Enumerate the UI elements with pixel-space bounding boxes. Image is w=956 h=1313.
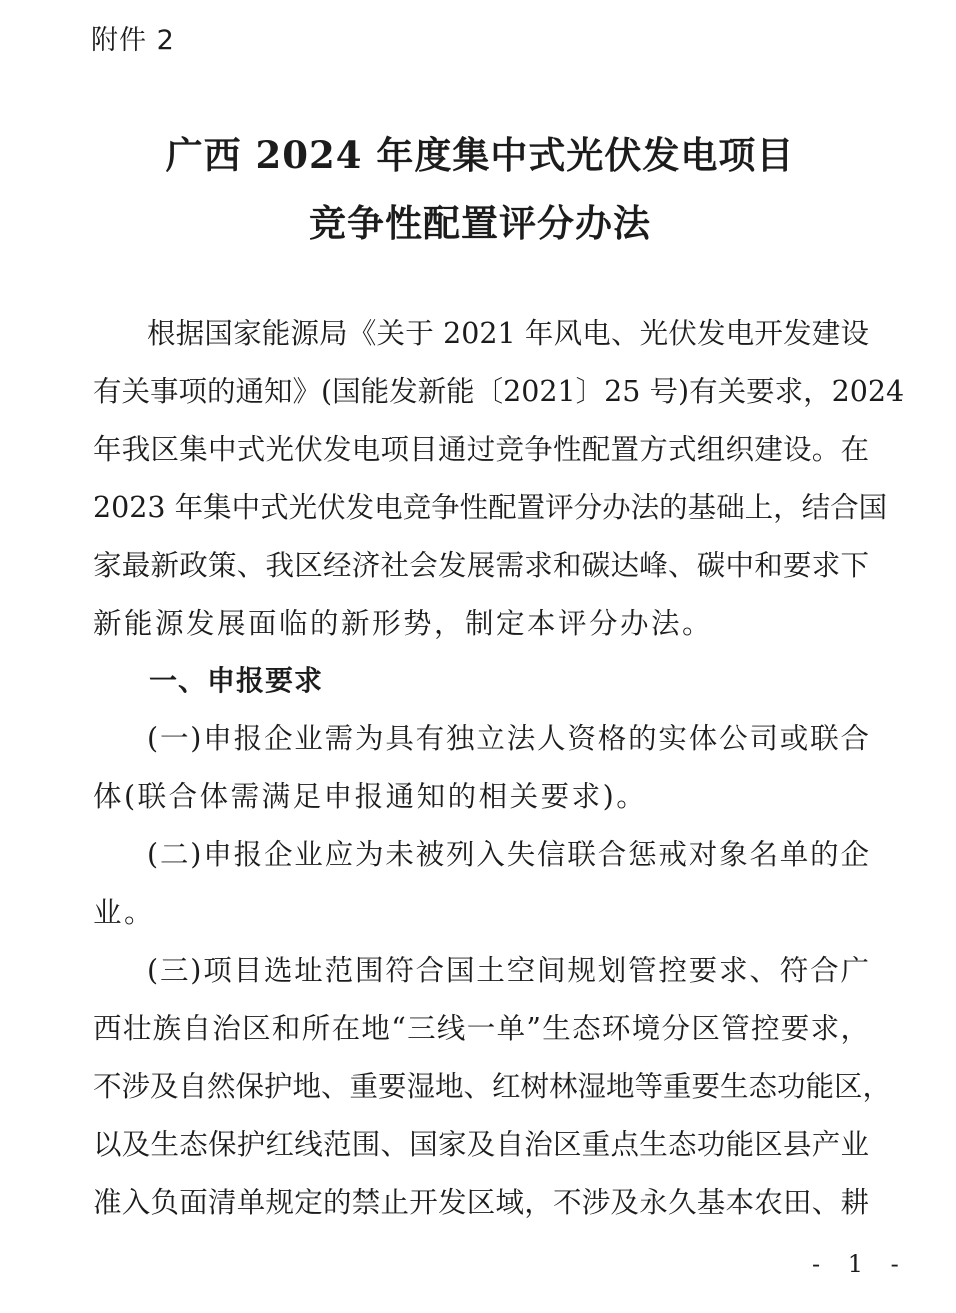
- section-heading: 一、申报要求: [149, 664, 324, 697]
- body-line: (一)申报企业需为具有独立法人资格的实体公司或联合: [147, 722, 869, 755]
- body-line: 业。: [93, 896, 156, 929]
- body-line: 新能源发展面临的新形势，制定本评分办法。: [93, 607, 714, 640]
- body-line: 根据国家能源局《关于 2021 年风电、光伏发电开发建设: [147, 317, 869, 350]
- body-line: 体(联合体需满足申报通知的相关要求)。: [93, 780, 648, 813]
- attachment-label: 附件 2: [91, 25, 175, 56]
- body-line: 家最新政策、我区经济社会发展需求和碳达峰、碳中和要求下: [93, 549, 869, 582]
- body-line: (二)申报企业应为未被列入失信联合惩戒对象名单的企: [147, 838, 869, 871]
- body-line: 有关事项的通知》(国能发新能〔2021〕25 号)有关要求，2024: [93, 375, 905, 408]
- body-line: 年我区集中式光伏发电项目通过竞争性配置方式组织建设。在: [93, 433, 869, 466]
- body-line: 2023 年集中式光伏发电竞争性配置评分办法的基础上，结合国: [93, 491, 888, 524]
- body-line: 西壮族自治区和所在地“三线一单”生态环境分区管控要求，: [93, 1012, 869, 1045]
- page-number: - 1 -: [812, 1250, 909, 1278]
- document-title-line-2: 竞争性配置评分办法: [309, 201, 651, 245]
- document-title-line-1: 广西 2024 年度集中式光伏发电项目: [165, 133, 795, 177]
- body-line: (三)项目选址范围符合国土空间规划管控要求、符合广: [147, 954, 869, 987]
- body-line: 准入负面清单规定的禁止开发区域，不涉及永久基本农田、耕: [93, 1186, 869, 1219]
- body-line: 不涉及自然保护地、重要湿地、红树林湿地等重要生态功能区，: [93, 1070, 892, 1103]
- body-line: 以及生态保护红线范围、国家及自治区重点生态功能区县产业: [93, 1128, 869, 1161]
